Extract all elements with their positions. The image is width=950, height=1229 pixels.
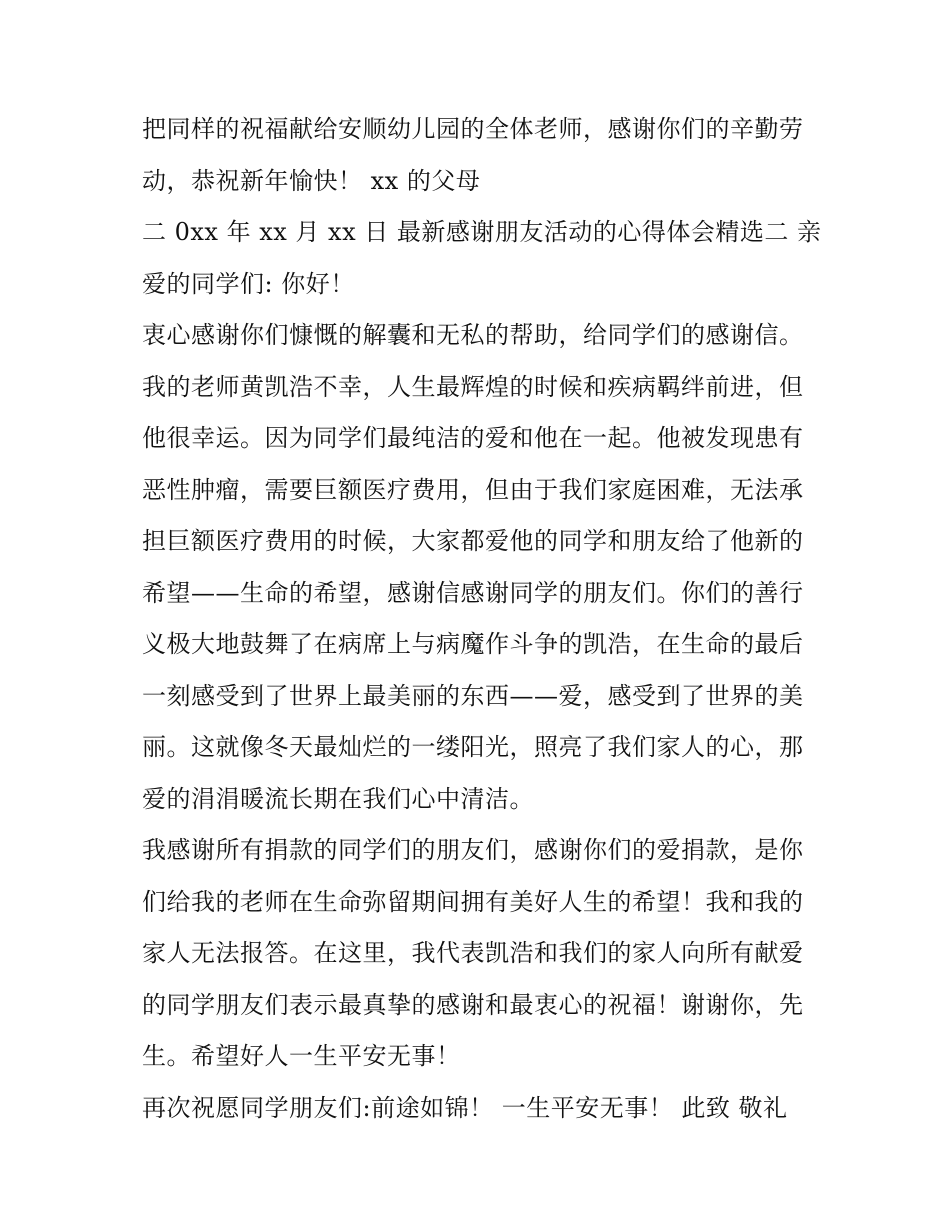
text-line: 二 0xx 年 xx 月 xx 日 最新感谢朋友活动的心得体会精选二 亲 (142, 218, 822, 246)
text-line: 义极大地鼓舞了在病席上与病魔作斗争的凯浩，在生命的最后 (142, 630, 804, 658)
text-line: 希望——生命的希望，感谢信感谢同学的朋友们。你们的善行 (142, 578, 804, 607)
document-body (142, 104, 822, 1134)
text-line: 的同学朋友们表示最真挚的感谢和最衷心的祝福！谢谢你，先 (142, 990, 804, 1019)
text-line: 我感谢所有捐款的同学们的朋友们，感谢你们的爱捐款，是你 (142, 836, 804, 864)
text-line: 把同样的祝福献给安顺幼儿园的全体老师，感谢你们的辛勤劳 (142, 115, 804, 143)
text-line: 担巨额医疗费用的时候，大家都爱他的同学和朋友给了他新的 (142, 527, 804, 555)
text-line: 爱的涓涓暖流长期在我们心中清洁。 (142, 784, 534, 813)
text-line: 我的老师黄凯浩不幸，人生最辉煌的时候和疾病羁绊前进，但 (142, 372, 804, 401)
text-line: 再次祝愿同学朋友们:前途如锦！ 一生平安无事！ 此致 敬礼 (142, 1093, 788, 1122)
text-line: 衷心感谢你们慷慨的解囊和无私的帮助，给同学们的感谢信。 (142, 321, 804, 349)
text-line: 恶性肿瘤，需要巨额医疗费用，但由于我们家庭困难，无法承 (142, 475, 804, 504)
text-line: 家人无法报答。在这里，我代表凯浩和我们的家人向所有献爱 (142, 939, 804, 967)
text-line: 们给我的老师在生命弥留期间拥有美好人生的希望！我和我的 (142, 887, 804, 916)
text-line: 丽。这就像冬天最灿烂的一缕阳光，照亮了我们家人的心，那 (142, 733, 804, 761)
text-line: 动，恭祝新年愉快！ xx 的父母 (142, 166, 481, 195)
text-line: 生。希望好人一生平安无事！ (142, 1042, 461, 1070)
text-line: 一刻感受到了世界上最美丽的东西——爱，感受到了世界的美 (142, 681, 804, 710)
text-line: 他很幸运。因为同学们最纯洁的爱和他在一起。他被发现患有 (142, 424, 804, 452)
text-line: 爱的同学们: 你好！ (142, 269, 355, 298)
